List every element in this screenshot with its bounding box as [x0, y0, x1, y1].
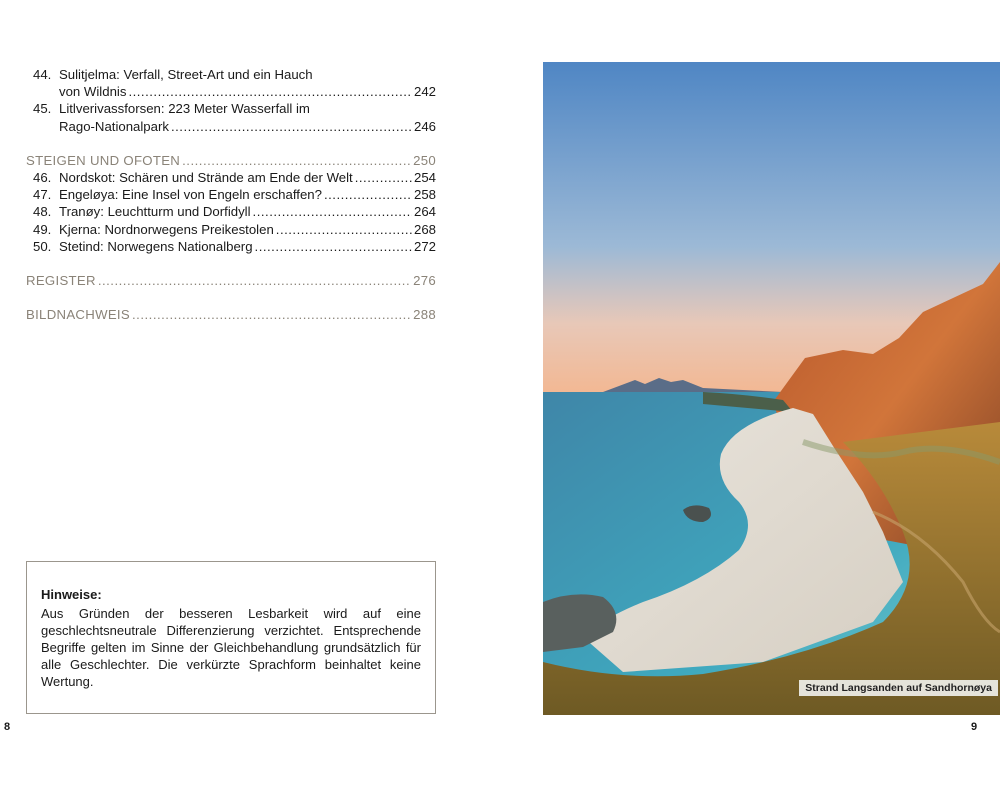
toc-entry-title-cont: von Wildnis — [59, 84, 127, 100]
toc-entry-50[interactable] — [26, 238, 436, 255]
toc-leader-dots — [255, 238, 412, 255]
toc-leader-dots — [132, 306, 411, 323]
toc-entry-number: 48. — [33, 204, 52, 220]
toc-leader-dots — [355, 169, 412, 186]
toc-section-bildnachweis[interactable] — [26, 306, 436, 323]
toc-leader-dots — [98, 272, 411, 289]
toc-section-page: 276 — [413, 273, 436, 289]
toc-entry-49[interactable] — [26, 221, 436, 238]
toc-section-title: REGISTER — [26, 273, 96, 289]
toc-leader-dots — [324, 186, 412, 203]
toc-entry-number: 50. — [33, 238, 52, 254]
toc-leader-dots — [171, 118, 412, 135]
landscape-photo — [543, 62, 1000, 715]
toc-entry-page: 254 — [413, 170, 436, 186]
toc-leader-dots — [276, 221, 412, 238]
toc-entry-page: 268 — [413, 221, 436, 237]
toc-entry-title: Kjerna: Nordnorwegens Preikestolen — [59, 221, 274, 237]
toc-section-page: 288 — [413, 307, 436, 323]
toc-section-steigen[interactable] — [26, 152, 436, 169]
toc-entry-45[interactable] — [26, 100, 436, 134]
toc-entry-48[interactable] — [26, 203, 436, 220]
toc-leader-dots — [253, 203, 412, 220]
toc-entry-title: Sulitjelma: Verfall, Street-Art und ein Hauch — [59, 67, 313, 82]
toc-entry-page: 246 — [413, 118, 436, 134]
toc-entry-title: Tranøy: Leuchtturm und Dorfidyll — [59, 204, 251, 220]
toc-entry-number: 49. — [33, 221, 52, 237]
page-number-right: 9 — [971, 721, 978, 733]
notice-body: Aus Gründen der besseren Lesbarkeit wird auf eine geschlechtsneutrale Differenzierung verzichtet. Entsprechende Begriffe gelten im Sinne der Gleichbehandlung grundsätzlich für alle Geschlechter. Die verkürzte Sprachform beinhaltet keine Wertung. — [41, 606, 421, 689]
toc-leader-dots — [182, 152, 411, 169]
toc-entry-number: 44. — [33, 67, 52, 82]
page-number-left: 8 — [4, 721, 11, 733]
toc-entry-page: 242 — [413, 84, 436, 100]
toc-entry-page: 272 — [413, 238, 436, 254]
toc-entry-title: Engeløya: Eine Insel von Engeln erschaffen? — [59, 187, 322, 203]
toc-entry-47[interactable] — [26, 186, 436, 203]
photo-caption: Strand Langsanden auf Sandhornøya — [799, 680, 998, 696]
toc-entry-page: 258 — [413, 187, 436, 203]
toc-section-title: STEIGEN UND OFOTEN — [26, 152, 181, 168]
toc-section-title: BILDNACHWEIS — [26, 307, 130, 323]
toc-entry-page: 264 — [413, 204, 436, 220]
beach-landscape-illustration — [543, 62, 1000, 715]
toc-entry-44[interactable] — [26, 66, 436, 100]
toc-section-page: 250 — [413, 152, 436, 168]
toc-entry-number: 47. — [33, 187, 52, 203]
toc-entry-title-cont: Rago-Nationalpark — [59, 118, 169, 134]
toc-entry-46[interactable] — [26, 169, 436, 186]
toc-entry-title: Stetind: Norwegens Nationalberg — [59, 238, 253, 254]
notice-box — [26, 561, 436, 714]
notice-title: Hinweise: — [41, 587, 102, 602]
table-of-contents — [26, 66, 436, 323]
toc-section-register[interactable] — [26, 272, 436, 289]
toc-entry-title: Nordskot: Schären und Strände am Ende der Welt — [59, 170, 353, 186]
toc-entry-number: 45. — [33, 101, 52, 117]
toc-leader-dots — [128, 83, 412, 100]
toc-entry-number: 46. — [33, 170, 52, 186]
toc-entry-title: Litlverivassforsen: 223 Meter Wasserfall im — [59, 101, 310, 117]
